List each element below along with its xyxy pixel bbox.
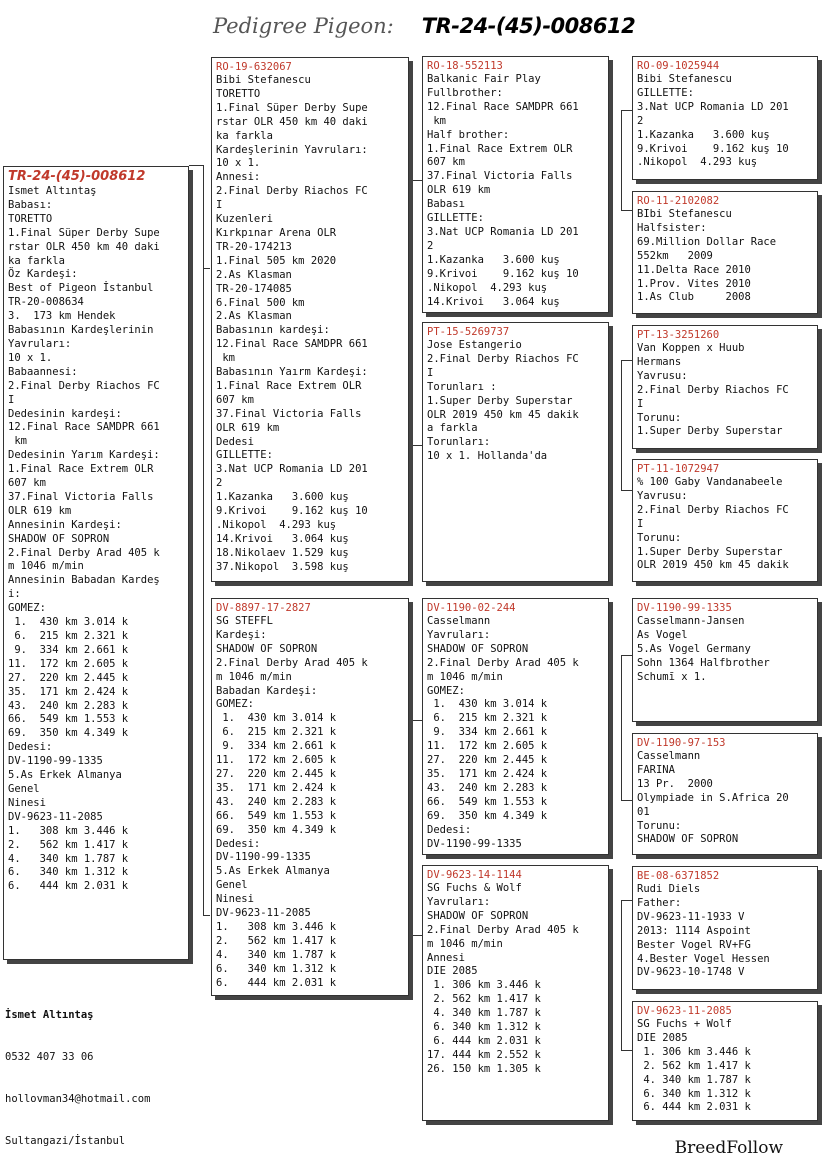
dds-details: Rudi Diels Father: DV-9623-11-1933 V 2013: 1114 Aspoint Bester Vogel RV+FG 4.Bester Vogel Hessen DV-9623-10-1748 V xyxy=(637,883,770,979)
sire-details: Bibi Stefanescu TORETTO 1.Final Süper Derby Supe rstar OLR 450 km 40 daki ka farkla Kardeşlerinin Yavruları: 10 x 1. Annesi: 2.Final Derby Riachos FC I Kuzenleri Kırkpınar Arena OLR TR-20-174213 1.Final 505 km 2020 2.As Klasman TR-20-174085 6.Final 500 km 2.As Klasman Babasının kardeşi: 12.Final Race SAMDPR 661 km Babasının Yaırm Kardeşi: 1.Final Race Extrem OLR 607 km 37.Final Victoria Falls OLR 619 km Dedesi GILLETTE: 3.Nat UCP Romania LD 201 2 1.Kazanka 3.600 kuş 9.Krivoi 9.162 kuş 10 .Nikopol 4.293 kuş 14.Krivoi 3.064 kuş 18.Nikolaev 1.529 kuş 37.Nikopol 3.598 kuş xyxy=(216,74,368,573)
dam-card xyxy=(211,598,409,996)
dss-ring: DV-1190-99-1335 xyxy=(637,602,732,614)
sss-ring: RO-09-1025944 xyxy=(637,60,720,72)
connector-line xyxy=(621,110,632,111)
dam-sire-ring: DV-1190-02-244 xyxy=(427,602,516,614)
sds-ring: PT-13-3251260 xyxy=(637,329,720,341)
connector-line xyxy=(621,900,622,1050)
connector-line xyxy=(203,268,210,269)
connector-line xyxy=(621,210,632,211)
subject-card xyxy=(3,166,189,960)
sdd-card xyxy=(632,459,818,582)
connector-line xyxy=(410,720,411,935)
connector-line xyxy=(203,915,210,916)
dss-card xyxy=(632,598,818,722)
dam-sire-details: Casselmann Yavruları: SHADOW OF SOPRON 2.Final Derby Arad 405 k m 1046 m/min GOMEZ: 1. 430 km 3.014 k 6. 215 km 2.321 k 9. 334 km 2.661 k 11. 172 km 2.605 k 27. 220 km 2.445 k 35. 171 km 2.424 k 43. 240 km 2.283 k 66. 549 km 1.553 k 69. 350 km 4.349 k Dedesi: DV-1190-99-1335 xyxy=(427,615,579,850)
dss-details: Casselmann-Jansen As Vogel 5.As Vogel Germany Sohn 1364 Halfbrother Schumī x 1. xyxy=(637,615,770,683)
connector-line xyxy=(621,655,622,800)
ssd-card xyxy=(632,191,818,314)
connector-line xyxy=(621,490,632,491)
sss-card xyxy=(632,56,818,180)
sire-card xyxy=(211,57,409,582)
sire-sire-ring: RO-18-552113 xyxy=(427,60,503,72)
dsd-details: Casselmann FARINA 13 Pr. 2000 Olympiade in S.Africa 20 01 Torunu: SHADOW OF SOPRON xyxy=(637,750,789,846)
ssd-details: BIbi Stefanescu Halfsister: 69.Million Dollar Race 552km 2009 11.Delta Race 2010 1.Prov. Vites 2010 1.As Club 2008 xyxy=(637,208,777,304)
dam-dam-card xyxy=(422,865,609,1121)
sss-details: Bibi Stefanescu GILLETTE: 3.Nat UCP Romania LD 201 2 1.Kazanka 3.600 kuş 9.Krivoi 9.162 kuş 10 .Nikopol 4.293 kuş xyxy=(637,73,789,169)
dam-dam-details: SG Fuchs & Wolf Yavruları: SHADOW OF SOPRON 2.Final Derby Arad 405 k m 1046 m/min Annesi DIE 2085 1. 306 km 3.446 k 2. 562 km 1.417 k 4. 340 km 1.787 k 6. 340 km 1.312 k 6. 444 km 2.031 k 17. 444 km 2.552 k 26. 150 km 1.305 k xyxy=(427,882,579,1075)
connector-line xyxy=(621,360,632,361)
connector-line xyxy=(621,655,632,656)
dds-ring: BE-08-6371852 xyxy=(637,870,720,882)
sire-dam-card xyxy=(422,322,609,582)
title-ring: TR-24-(45)-008612 xyxy=(421,14,636,38)
ddd-details: SG Fuchs + Wolf DIE 2085 1. 306 km 3.446 k 2. 562 km 1.417 k 4. 340 km 1.787 k 6. 340 km 1.312 k 6. 444 km 2.031 k xyxy=(637,1018,751,1114)
connector-line xyxy=(410,180,411,445)
sdd-ring: PT-11-1072947 xyxy=(637,463,720,475)
sds-card xyxy=(632,325,818,449)
page-title xyxy=(213,14,635,38)
subject-ring: TR-24-(45)-008612 xyxy=(8,169,146,184)
ddd-card xyxy=(632,1001,818,1121)
owner-phone: 0532 407 33 06 xyxy=(5,1051,94,1063)
connector-line xyxy=(621,110,622,210)
dsd-card xyxy=(632,733,818,855)
owner-info xyxy=(5,980,150,1162)
connector-line xyxy=(621,900,632,901)
sds-details: Van Koppen x Huub Hermans Yavrusu: 2.Final Derby Riachos FC I Torunu: 1.Super Derby Superstar xyxy=(637,342,789,438)
connector-line xyxy=(410,445,422,446)
connector-line xyxy=(203,165,204,915)
connector-line xyxy=(621,1050,632,1051)
dam-details: SG STEFFL Kardeşi: SHADOW OF SOPRON 2.Final Derby Arad 405 k m 1046 m/min Babadan Kardeşi: GOMEZ: 1. 430 km 3.014 k 6. 215 km 2.321 k 9. 334 km 2.661 k 11. 172 km 2.605 k 27. 220 km 2.445 k 35. 171 km 2.424 k 43. 240 km 2.283 k 66. 549 km 1.553 k 69. 350 km 4.349 k Dedesi: DV-1190-99-1335 5.As Erkek Almanya Genel Ninesi DV-9623-11-2085 1. 308 km 3.446 k 2. 562 km 1.417 k 4. 340 km 1.787 k 6. 340 km 1.312 k 6. 444 km 2.031 k xyxy=(216,615,368,989)
sire-dam-details: Jose Estangerio 2.Final Derby Riachos FC I Torunları : 1.Super Derby Superstar OLR 2019 450 km 45 dakik a farkla Torunları: 10 x 1. Hollanda'da xyxy=(427,339,579,463)
owner-city: Sultangazi/İstanbul xyxy=(5,1135,126,1147)
sire-dam-ring: PT-15-5269737 xyxy=(427,326,510,338)
connector-line xyxy=(621,360,622,490)
dam-sire-card xyxy=(422,598,609,855)
sdd-details: % 100 Gaby Vandanabeele Yavrusu: 2.Final Derby Riachos FC I Torunu: 1.Super Derby Superstar OLR 2019 450 km 45 dakik xyxy=(637,476,789,572)
sire-sire-details: Balkanic Fair Play Fullbrother: 12.Final Race SAMDPR 661 km Half brother: 1.Final Race Extrem OLR 607 km 37.Final Victoria Falls OLR 619 km Babası GILLETTE: 3.Nat UCP Romania LD 201 2 1.Kazanka 3.600 kuş 9.Krivoi 9.162 kuş 10 .Nikopol 4.293 kuş 14.Krivoi 3.064 kuş xyxy=(427,73,579,308)
owner-name: İsmet Altıntaş xyxy=(5,1009,94,1021)
dds-card xyxy=(632,866,818,990)
brand-logo: BreedFollow xyxy=(674,1138,783,1158)
dam-ring: DV-8897-17-2827 xyxy=(216,602,311,614)
dam-dam-ring: DV-9623-14-1144 xyxy=(427,869,522,881)
connector-line xyxy=(410,720,422,721)
sire-sire-card xyxy=(422,56,609,313)
subject-details: Ismet Altıntaş Babası: TORETTO 1.Final Süper Derby Supe rstar OLR 450 km 40 daki ka farkla Öz Kardeşi: Best of Pigeon İstanbul TR-20-008634 3. 173 km Hendek Babasının Kardeşlerinin Yavruları: 10 x 1. Babaannesi: 2.Final Derby Riachos FC I Dedesinin kardeşi: 12.Final Race SAMDPR 661 km Dedesinin Yarım Kardeşi: 1.Final Race Extrem OLR 607 km 37.Final Victoria Falls OLR 619 km Annesinin Kardeşi: SHADOW OF SOPRON 2.Final Derby Arad 405 k m 1046 m/min Annesinin Babadan Kardeş i: GOMEZ: 1. 430 km 3.014 k 6. 215 km 2.321 k 9. 334 km 2.661 k 11. 172 km 2.605 k 27. 220 km 2.445 k 35. 171 km 2.424 k 43. 240 km 2.283 k 66. 549 km 1.553 k 69. 350 km 4.349 k Dedesi: DV-1190-99-1335 5.As Erkek Almanya Genel Ninesi DV-9623-11-2085 1. 308 km 3.446 k 2. 562 km 1.417 k 4. 340 km 1.787 k 6. 340 km 1.312 k 6. 444 km 2.031 k xyxy=(8,185,160,893)
owner-email: hollovman34@hotmail.com xyxy=(5,1093,151,1105)
title-label: Pedigree Pigeon: xyxy=(213,14,394,38)
sire-ring: RO-19-632067 xyxy=(216,61,292,73)
connector-line xyxy=(621,800,632,801)
connector-line xyxy=(189,165,204,166)
ddd-ring: DV-9623-11-2085 xyxy=(637,1005,732,1017)
connector-line xyxy=(410,935,422,936)
connector-line xyxy=(410,180,422,181)
dsd-ring: DV-1190-97-153 xyxy=(637,737,726,749)
ssd-ring: RO-11-2102082 xyxy=(637,195,720,207)
